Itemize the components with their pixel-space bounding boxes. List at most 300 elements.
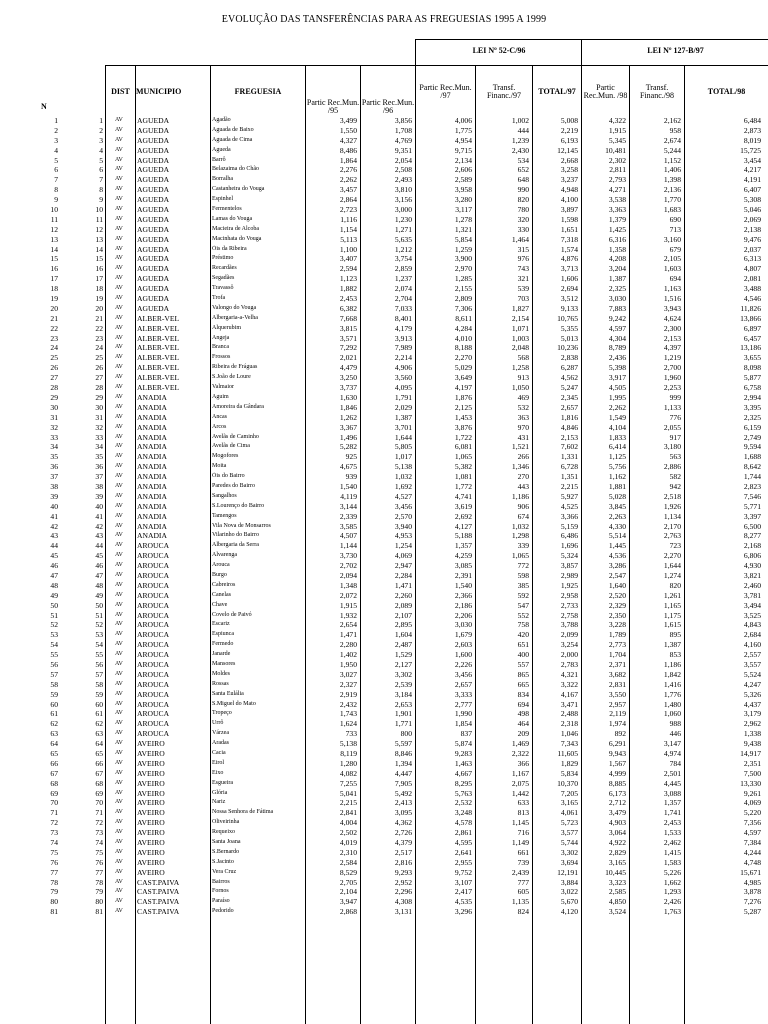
table-row	[0, 512, 768, 522]
cell-dist-number: 60	[95, 699, 103, 709]
cell-municipio: AGUEDA	[137, 244, 170, 254]
cell-freguesia: Ancas	[212, 413, 227, 420]
cell-dist-code: AV	[115, 888, 123, 895]
cell-freguesia: Amoreira da Gândara	[212, 403, 264, 410]
cell-partic-95: 2,705	[339, 877, 357, 887]
cell-freguesia: Rossas	[212, 680, 229, 687]
cell-partic-96: 3,810	[394, 185, 412, 195]
cell-partic-96: 3,456	[394, 501, 412, 511]
cell-partic-96: 8,401	[394, 313, 412, 323]
cell-transf-97: 420	[517, 630, 529, 640]
cell-dist-number: 46	[95, 561, 103, 571]
cell-total-97: 4,948	[560, 185, 578, 195]
cell-transf-97: 1,003	[511, 333, 529, 343]
table-row	[0, 373, 768, 383]
cell-total-98: 5,046	[743, 205, 761, 215]
cell-total-97: 1,331	[560, 452, 578, 462]
cell-row-number: 33	[50, 432, 58, 442]
cell-partic-98: 1,445	[608, 541, 626, 551]
cell-municipio: ALBER-VEL	[137, 373, 180, 383]
cell-total-98: 4,807	[743, 264, 761, 274]
cell-transf-98: 1,398	[663, 175, 681, 185]
cell-dist-number: 66	[95, 758, 103, 768]
cell-total-97: 5,008	[560, 116, 578, 125]
cell-freguesia: Frossos	[212, 354, 231, 361]
cell-total-98: 6,457	[743, 333, 761, 343]
cell-transf-98: 723	[669, 541, 681, 551]
cell-partic-95: 5,282	[339, 442, 357, 452]
cell-partic-96: 7,989	[394, 343, 412, 353]
cell-total-97: 7,318	[560, 234, 578, 244]
cell-partic-96: 5,635	[394, 234, 412, 244]
cell-partic-95: 6,382	[339, 303, 357, 313]
cell-municipio: AGUEDA	[137, 165, 170, 175]
table-row	[0, 581, 768, 591]
cell-freguesia: S.João de Loure	[212, 374, 251, 381]
table-row	[0, 878, 768, 888]
cell-partic-96: 3,560	[394, 373, 412, 383]
cell-total-98: 1,338	[743, 729, 761, 739]
cell-partic-98: 892	[614, 729, 626, 739]
cell-row-number: 64	[50, 739, 58, 749]
cell-total-97: 2,838	[560, 353, 578, 363]
cell-partic-97: 1,259	[454, 244, 472, 254]
cell-partic-97: 1,990	[454, 709, 472, 719]
cell-partic-95: 7,255	[339, 778, 357, 788]
header-partic-96: Partic Rec.Mun. /96	[360, 65, 415, 117]
cell-municipio: ANADIA	[137, 452, 167, 462]
cell-transf-98: 784	[669, 758, 681, 768]
cell-total-97: 3,857	[560, 561, 578, 571]
cell-municipio: AGUEDA	[137, 264, 170, 274]
cell-freguesia: Vera Cruz	[212, 868, 237, 875]
cell-transf-98: 2,153	[663, 333, 681, 343]
cell-total-98: 4,191	[743, 175, 761, 185]
cell-total-98: 3,488	[743, 284, 761, 294]
cell-total-98: 13,186	[740, 343, 761, 353]
law-header-127b-97: LEI Nº 127-B/97	[581, 39, 768, 66]
cell-transf-97: 906	[517, 501, 529, 511]
cell-total-98: 3,781	[743, 590, 761, 600]
cell-transf-97: 315	[517, 244, 529, 254]
cell-freguesia: Vila Nova de Monsarros	[212, 522, 271, 529]
cell-dist-number: 31	[95, 412, 103, 422]
cell-dist-number: 81	[95, 907, 103, 917]
cell-partic-96: 3,701	[394, 422, 412, 432]
cell-freguesia: Fornos	[212, 888, 229, 895]
cell-row-number: 9	[54, 195, 58, 205]
cell-transf-97: 2,048	[511, 343, 529, 353]
cell-total-98: 3,557	[743, 659, 761, 669]
cell-municipio: AROUCA	[137, 719, 170, 729]
cell-dist-code: AV	[115, 314, 123, 321]
cell-transf-98: 1,133	[663, 402, 681, 412]
cell-partic-96: 1,708	[394, 125, 412, 135]
cell-dist-number: 8	[99, 185, 103, 195]
cell-total-98: 4,069	[743, 798, 761, 808]
cell-row-number: 42	[50, 521, 58, 531]
cell-dist-number: 17	[95, 274, 103, 284]
cell-partic-95: 1,540	[339, 481, 357, 491]
cell-dist-code: AV	[115, 215, 123, 222]
cell-total-98: 8,098	[743, 363, 761, 373]
cell-partic-96: 5,597	[394, 739, 412, 749]
cell-municipio: AGUEDA	[137, 284, 170, 294]
cell-total-98: 3,821	[743, 570, 761, 580]
cell-partic-95: 1,144	[339, 541, 357, 551]
cell-transf-98: 1,163	[663, 284, 681, 294]
cell-row-number: 20	[50, 303, 58, 313]
cell-partic-95: 4,507	[339, 531, 357, 541]
cell-partic-97: 2,226	[454, 659, 472, 669]
cell-municipio: AROUCA	[137, 650, 170, 660]
cell-partic-96: 2,260	[394, 590, 412, 600]
table-row	[0, 601, 768, 611]
header-dist: DIST	[105, 65, 135, 117]
cell-partic-96: 1,394	[394, 758, 412, 768]
cell-row-number: 62	[50, 719, 58, 729]
cell-total-98: 2,684	[743, 630, 761, 640]
cell-municipio: AROUCA	[137, 561, 170, 571]
cell-dist-code: AV	[115, 848, 123, 855]
cell-freguesia: Préstimo	[212, 255, 234, 262]
cell-municipio: CAST.PAIVA	[137, 907, 180, 917]
cell-partic-97: 3,117	[455, 205, 472, 215]
cell-partic-97: 2,155	[454, 284, 472, 294]
cell-partic-96: 2,214	[394, 353, 412, 363]
cell-total-97: 12,145	[557, 145, 578, 155]
cell-partic-96: 1,471	[394, 580, 412, 590]
cell-transf-98: 4,397	[663, 343, 681, 353]
cell-row-number: 71	[50, 808, 58, 818]
cell-freguesia: S.Bernardo	[212, 848, 240, 855]
table-row	[0, 680, 768, 690]
cell-transf-98: 1,583	[663, 857, 681, 867]
cell-partic-95: 4,019	[339, 838, 357, 848]
cell-transf-97: 1,149	[511, 838, 529, 848]
cell-partic-96: 4,527	[394, 491, 412, 501]
cell-transf-98: 1,615	[663, 620, 681, 630]
cell-transf-98: 2,105	[663, 254, 681, 264]
cell-total-97: 4,061	[560, 808, 578, 818]
table-row	[0, 343, 768, 353]
cell-partic-97: 3,280	[454, 195, 472, 205]
cell-partic-96: 4,308	[394, 897, 412, 907]
cell-partic-97: 4,259	[454, 551, 472, 561]
cell-municipio: AGUEDA	[137, 214, 170, 224]
cell-partic-96: 2,816	[394, 857, 412, 867]
cell-dist-number: 77	[95, 867, 103, 877]
cell-total-98: 2,168	[743, 541, 761, 551]
cell-transf-98: 988	[669, 719, 681, 729]
cell-transf-98: 4,445	[663, 778, 681, 788]
cell-partic-98: 4,104	[608, 422, 626, 432]
cell-partic-95: 1,846	[339, 402, 357, 412]
cell-dist-number: 65	[95, 749, 103, 758]
table-row	[0, 818, 768, 828]
cell-partic-97: 3,649	[454, 373, 472, 383]
cell-row-number: 69	[50, 788, 58, 798]
cell-dist-code: AV	[115, 433, 123, 440]
cell-row-number: 19	[50, 294, 58, 304]
cell-dist-code: AV	[115, 799, 123, 806]
cell-freguesia: Aradas	[212, 740, 229, 747]
cell-dist-code: AV	[115, 275, 123, 282]
cell-dist-code: AV	[115, 532, 123, 539]
cell-total-97: 5,247	[560, 383, 578, 393]
cell-partic-95: 4,004	[339, 818, 357, 828]
cell-partic-96: 2,859	[394, 264, 412, 274]
cell-row-number: 57	[50, 669, 58, 679]
header-partic-97: Partic Rec.Mun. /97	[415, 65, 475, 117]
cell-total-98: 4,217	[743, 165, 761, 175]
cell-dist-number: 44	[95, 541, 103, 551]
cell-partic-95: 3,250	[339, 373, 357, 383]
cell-partic-95: 2,702	[339, 561, 357, 571]
table-row	[0, 611, 768, 621]
table-row	[0, 353, 768, 363]
cell-partic-96: 2,029	[394, 402, 412, 412]
cell-dist-code: AV	[115, 393, 123, 400]
cell-total-97: 2,318	[560, 719, 578, 729]
cell-dist-number: 13	[95, 234, 103, 244]
cell-total-97: 5,744	[560, 838, 578, 848]
table-row	[0, 868, 768, 878]
cell-dist-number: 3	[99, 135, 103, 145]
cell-partic-96: 1,271	[394, 224, 412, 234]
cell-transf-98: 917	[669, 432, 681, 442]
cell-partic-95: 2,502	[339, 828, 357, 838]
cell-dist-code: AV	[115, 285, 123, 292]
cell-transf-97: 330	[517, 224, 529, 234]
cell-dist-code: AV	[115, 522, 123, 529]
cell-municipio: ANADIA	[137, 432, 167, 442]
cell-transf-98: 582	[669, 472, 681, 482]
cell-transf-98: 2,055	[663, 422, 681, 432]
table-row	[0, 452, 768, 462]
cell-transf-98: 1,175	[663, 610, 681, 620]
table-row	[0, 729, 768, 739]
cell-freguesia: Macieira de Alcoba	[212, 225, 259, 232]
cell-partic-95: 2,594	[339, 264, 357, 274]
cell-municipio: AGUEDA	[137, 195, 170, 205]
cell-municipio: AROUCA	[137, 580, 170, 590]
cell-transf-98: 2,674	[663, 135, 681, 145]
cell-row-number: 4	[54, 145, 58, 155]
cell-total-97: 3,471	[560, 699, 578, 709]
cell-total-98: 4,546	[743, 294, 761, 304]
cell-transf-97: 431	[517, 432, 529, 442]
cell-total-97: 1,816	[560, 412, 578, 422]
cell-total-98: 2,037	[743, 244, 761, 254]
cell-transf-97: 780	[517, 205, 529, 215]
cell-freguesia: Aguim	[212, 393, 229, 400]
cell-municipio: AVEIRO	[137, 828, 165, 838]
table-row	[0, 334, 768, 344]
cell-row-number: 23	[50, 333, 58, 343]
cell-total-98: 13,330	[740, 778, 761, 788]
cell-row-number: 36	[50, 462, 58, 472]
cell-municipio: AROUCA	[137, 600, 170, 610]
cell-partic-95: 3,367	[339, 422, 357, 432]
cell-partic-98: 2,325	[608, 284, 626, 294]
cell-total-97: 6,728	[560, 462, 578, 472]
cell-total-97: 6,287	[560, 363, 578, 373]
cell-transf-98: 776	[669, 412, 681, 422]
cell-municipio: AGUEDA	[137, 234, 170, 244]
cell-dist-code: AV	[115, 245, 123, 252]
cell-row-number: 44	[50, 541, 58, 551]
cell-dist-code: AV	[115, 789, 123, 796]
cell-transf-98: 2,763	[663, 531, 681, 541]
cell-dist-number: 71	[95, 808, 103, 818]
table-row	[0, 541, 768, 551]
cell-row-number: 74	[50, 838, 58, 848]
cell-transf-98: 2,700	[663, 363, 681, 373]
cell-row-number: 76	[50, 857, 58, 867]
table-row	[0, 225, 768, 235]
cell-dist-number: 33	[95, 432, 103, 442]
table-row	[0, 571, 768, 581]
cell-total-97: 1,696	[560, 541, 578, 551]
cell-partic-98: 9,242	[608, 313, 626, 323]
cell-dist-code: AV	[115, 117, 123, 123]
cell-total-98: 3,655	[743, 353, 761, 363]
cell-municipio: ANADIA	[137, 402, 167, 412]
table-row	[0, 294, 768, 304]
cell-total-98: 5,287	[743, 907, 761, 917]
cell-total-98: 9,261	[743, 788, 761, 798]
cell-dist-code: AV	[115, 324, 123, 331]
cell-total-97: 2,758	[560, 610, 578, 620]
cell-partic-97: 4,954	[454, 135, 472, 145]
cell-dist-code: AV	[115, 265, 123, 272]
cell-total-97: 12,191	[557, 867, 578, 877]
cell-freguesia: S.Jacinto	[212, 858, 234, 865]
cell-municipio: AVEIRO	[137, 818, 165, 828]
cell-dist-code: AV	[115, 641, 123, 648]
cell-partic-98: 3,917	[608, 373, 626, 383]
cell-partic-98: 1,704	[608, 650, 626, 660]
cell-dist-number: 48	[95, 580, 103, 590]
table-row	[0, 630, 768, 640]
cell-freguesia: Janarde	[212, 651, 231, 658]
cell-dist-code: AV	[115, 829, 123, 836]
cell-municipio: ANADIA	[137, 501, 167, 511]
cell-dist-code: AV	[115, 839, 123, 846]
cell-dist-number: 15	[95, 254, 103, 264]
cell-freguesia: Borralha	[212, 176, 233, 183]
cell-partic-98: 8,885	[608, 778, 626, 788]
cell-partic-95: 2,276	[339, 165, 357, 175]
cell-partic-95: 1,154	[339, 224, 357, 234]
cell-municipio: ALBER-VEL	[137, 333, 180, 343]
cell-partic-98: 1,358	[608, 244, 626, 254]
cell-municipio: AGUEDA	[137, 294, 170, 304]
cell-transf-97: 363	[517, 412, 529, 422]
cell-dist-number: 74	[95, 838, 103, 848]
cell-partic-98: 3,538	[608, 195, 626, 205]
cell-dist-number: 49	[95, 590, 103, 600]
cell-dist-number: 19	[95, 294, 103, 304]
cell-dist-number: 25	[95, 353, 103, 363]
cell-dist-number: 50	[95, 600, 103, 610]
cell-row-number: 50	[50, 600, 58, 610]
cell-row-number: 46	[50, 561, 58, 571]
cell-partic-98: 1,379	[608, 214, 626, 224]
cell-total-98: 4,597	[743, 828, 761, 838]
cell-row-number: 43	[50, 531, 58, 541]
cell-partic-98: 2,436	[608, 353, 626, 363]
cell-dist-code: AV	[115, 670, 123, 677]
cell-partic-98: 4,597	[608, 323, 626, 333]
cell-transf-97: 2,430	[511, 145, 529, 155]
cell-total-98: 9,438	[743, 739, 761, 749]
cell-freguesia: Espinhel	[212, 196, 233, 203]
cell-partic-96: 3,856	[394, 116, 412, 125]
cell-partic-98: 3,030	[608, 294, 626, 304]
cell-transf-97: 743	[517, 264, 529, 274]
cell-partic-97: 2,970	[454, 264, 472, 274]
cell-partic-97: 9,283	[454, 749, 472, 758]
table-row	[0, 551, 768, 561]
cell-dist-code: AV	[115, 819, 123, 826]
cell-freguesia: Segadães	[212, 275, 235, 282]
header-transf-97: Transf. Financ./97	[475, 65, 532, 117]
cell-transf-97: 532	[517, 402, 529, 412]
cell-municipio: ALBER-VEL	[137, 313, 180, 323]
cell-freguesia: Tamengos	[212, 512, 237, 519]
cell-partic-97: 5,874	[454, 739, 472, 749]
table-row	[0, 383, 768, 393]
cell-partic-98: 3,479	[608, 808, 626, 818]
cell-municipio: AGUEDA	[137, 175, 170, 185]
cell-municipio: ALBER-VEL	[137, 343, 180, 353]
table-row	[0, 719, 768, 729]
cell-dist-number: 10	[95, 205, 103, 215]
cell-transf-98: 694	[669, 274, 681, 284]
cell-transf-97: 633	[517, 798, 529, 808]
cell-municipio: AVEIRO	[137, 739, 165, 749]
table-row	[0, 156, 768, 166]
cell-partic-96: 9,293	[394, 867, 412, 877]
cell-row-number: 14	[50, 244, 58, 254]
cell-dist-number: 11	[95, 214, 103, 224]
cell-partic-97: 5,029	[454, 363, 472, 373]
table-row	[0, 245, 768, 255]
cell-municipio: AVEIRO	[137, 847, 165, 857]
cell-partic-98: 2,585	[608, 887, 626, 897]
cell-row-number: 13	[50, 234, 58, 244]
cell-partic-95: 2,327	[339, 679, 357, 689]
cell-dist-code: AV	[115, 700, 123, 707]
document-title: EVOLUÇÃO DAS TANSFERÊNCIAS PARA AS FREGUESIAS 1995 A 1999	[221, 14, 547, 25]
cell-transf-98: 1,165	[663, 600, 681, 610]
cell-municipio: AROUCA	[137, 610, 170, 620]
cell-transf-98: 3,943	[663, 303, 681, 313]
cell-municipio: AROUCA	[137, 630, 170, 640]
cell-total-98: 5,877	[743, 373, 761, 383]
cell-dist-code: AV	[115, 156, 123, 163]
cell-total-97: 3,512	[560, 294, 578, 304]
cell-partic-95: 1,116	[340, 214, 357, 224]
cell-transf-98: 2,501	[663, 768, 681, 778]
cell-freguesia: Nossa Senhora de Fátima	[212, 809, 274, 816]
cell-row-number: 51	[50, 610, 58, 620]
table-row	[0, 403, 768, 413]
cell-freguesia: Óis do Bairro	[212, 473, 245, 480]
cell-transf-97: 758	[517, 620, 529, 630]
